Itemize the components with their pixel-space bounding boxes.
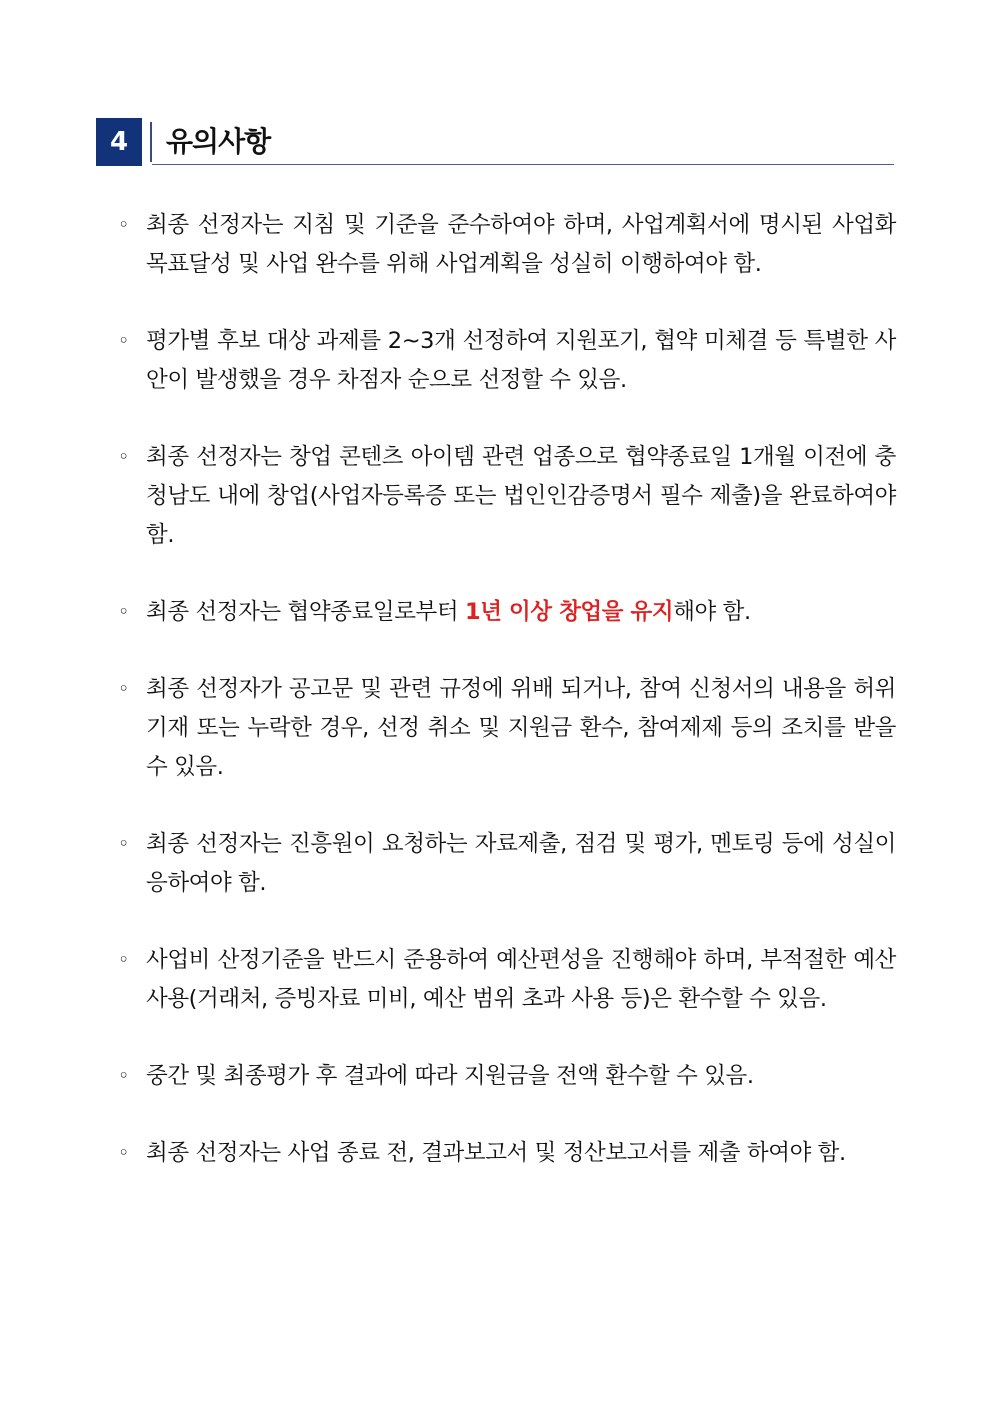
notice-text: 최종 선정자는 창업 콘텐츠 아이템 관련 업종으로 협약종료일 1개월 이전에 충청남도 내에 창업(사업자등록증 또는 법인인감증명서 필수 제출)을 완료하여야 함. — [146, 444, 896, 548]
notice-item — [112, 670, 896, 787]
notice-item — [112, 825, 896, 903]
bullet-icon: ◦ — [118, 1065, 129, 1087]
notice-text: 최종 선정자가 공고문 및 관련 규정에 위배 되거나, 참여 신청서의 내용을 허위 기재 또는 누락한 경우, 선정 취소 및 지원금 환수, 참여제제 등의 조치를 받을 수 있음. — [146, 676, 896, 780]
bullet-icon: ◦ — [118, 949, 129, 971]
notice-text: 평가별 후보 대상 과제를 2~3개 선정하여 지원포기, 협약 미체결 등 특별한 사안이 발생했을 경우 차점자 순으로 선정할 수 있음. — [146, 328, 896, 393]
bullet-icon: ◦ — [118, 601, 129, 623]
section-header — [96, 118, 894, 166]
notice-item — [112, 593, 896, 632]
notice-text: 최종 선정자는 지침 및 기준을 준수하여야 하며, 사업계획서에 명시된 사업화 목표달성 및 사업 완수를 위해 사업계획을 성실히 이행하여야 함. — [146, 212, 896, 277]
notice-item — [112, 206, 896, 284]
bullet-icon: ◦ — [118, 214, 129, 236]
notice-item — [112, 1134, 896, 1173]
notice-item — [112, 438, 896, 555]
bullet-icon: ◦ — [118, 446, 129, 468]
notice-highlight: 1년 이상 창업을 유지 — [464, 599, 674, 625]
notice-text: 사업비 산정기준을 반드시 준용하여 예산편성을 진행해야 하며, 부적절한 예산 사용(거래처, 증빙자료 미비, 예산 범위 초과 사용 등)은 환수할 수 있음. — [146, 947, 896, 1012]
bullet-icon: ◦ — [118, 1142, 129, 1164]
notice-text: 최종 선정자는 진흥원이 요청하는 자료제출, 점검 및 평가, 멘토링 등에 성실이 응하여야 함. — [146, 831, 896, 896]
notice-text: 최종 선정자는 사업 종료 전, 결과보고서 및 정산보고서를 제출 하여야 함. — [146, 1140, 846, 1166]
bullet-icon: ◦ — [118, 330, 129, 352]
section-number-badge: 4 — [96, 118, 142, 166]
bullet-icon: ◦ — [118, 833, 129, 855]
notice-text-before: 최종 선정자는 협약종료일로부터 — [146, 599, 465, 625]
notice-list — [112, 206, 896, 1211]
notice-text: 중간 및 최종평가 후 결과에 따라 지원금을 전액 환수할 수 있음. — [146, 1063, 754, 1089]
section-divider — [150, 122, 152, 162]
notice-item — [112, 322, 896, 400]
section-title: 유의사항 — [166, 125, 271, 158]
notice-item — [112, 1057, 896, 1096]
notice-text-after: 해야 함. — [673, 599, 751, 625]
bullet-icon: ◦ — [118, 678, 129, 700]
notice-item — [112, 941, 896, 1019]
section-underline — [152, 164, 894, 165]
